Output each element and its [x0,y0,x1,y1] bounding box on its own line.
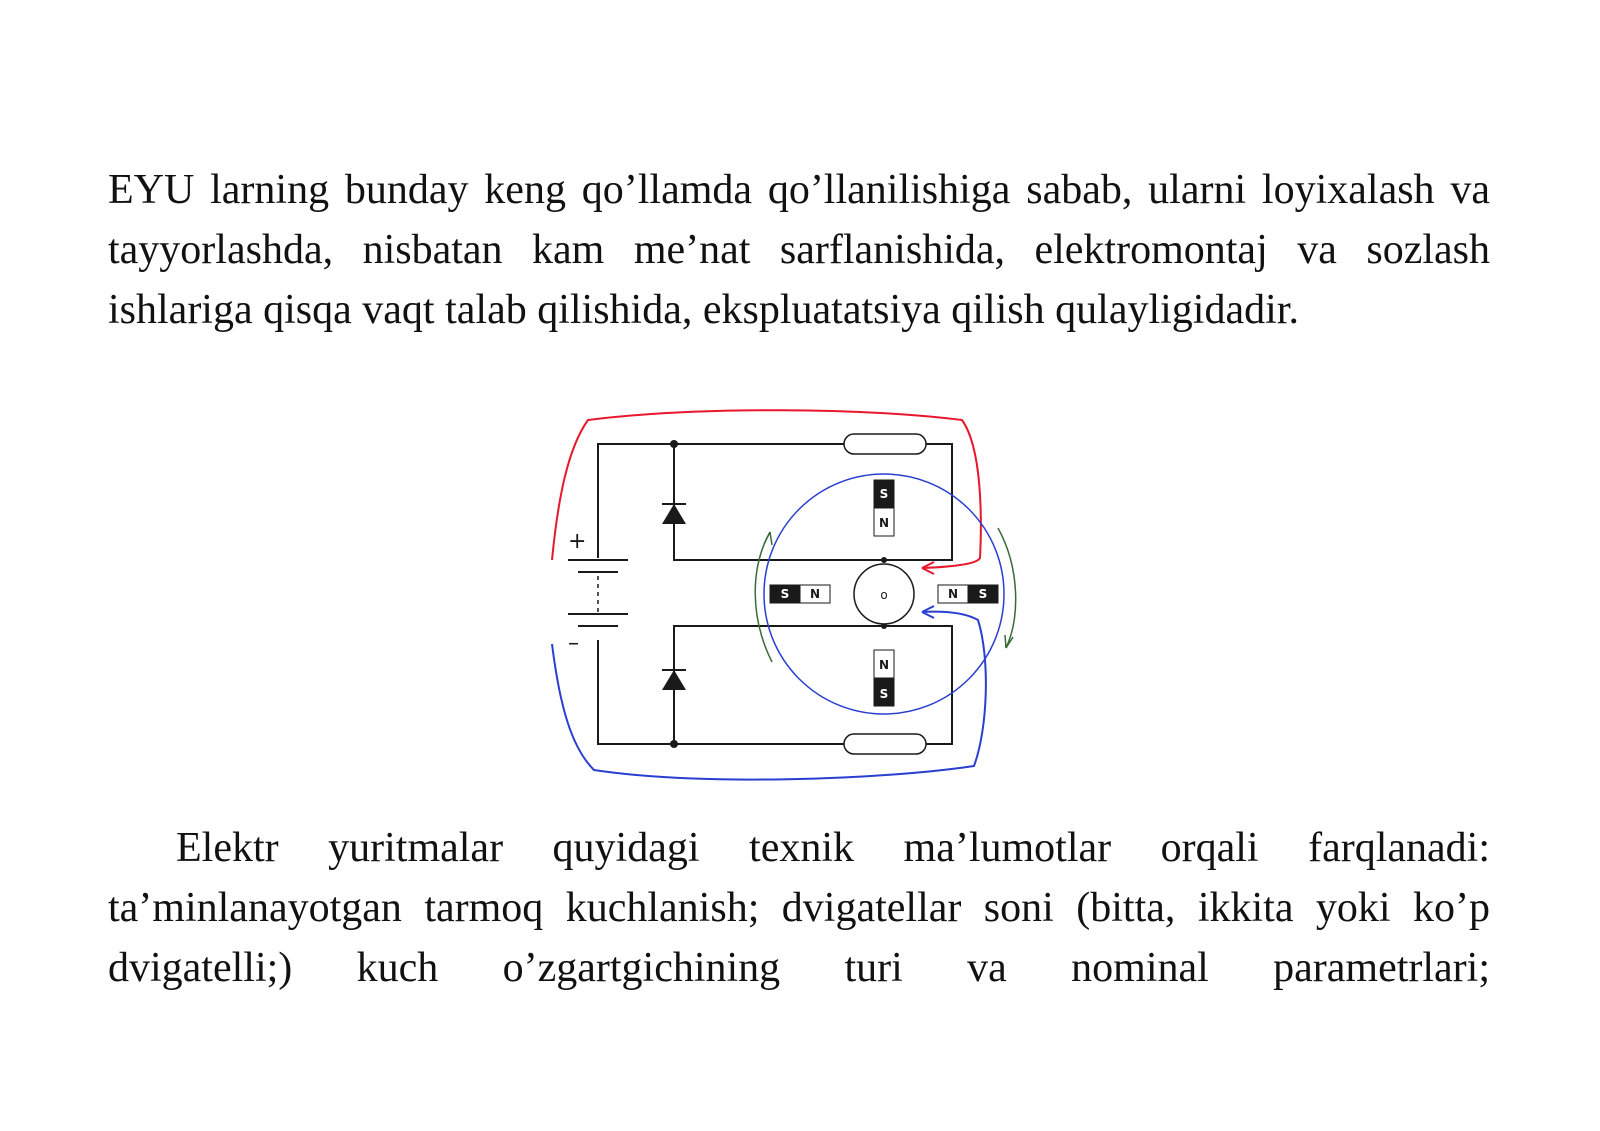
rotation-arrow-left-head [764,532,772,545]
battery-plus-label: + [568,529,587,554]
rotation-arrow-right [998,528,1016,648]
magnet-bottom-inner-label: N [878,658,890,672]
magnet-left-inner-label: N [809,587,821,601]
paragraph-characteristics: Elektr yuritmalar quyidagi texnik ma’lumotlar orqali farqlanadi: ta’minlanayotgan tarmoq kuchlanish; dvigatellar soni (bitta, ikkita yoki ko’p dvigatelli;) kuch o’zgartgichining turi va nominal parametrlari; [108,825,1490,991]
magnet-right [938,585,998,603]
rotor-center-label: o [880,588,888,602]
magnet-left [770,585,830,603]
brush-top [844,434,926,454]
diode-upper [662,504,686,524]
magnet-right-inner-label: N [947,587,959,601]
junction-dot [670,740,678,748]
junction-dot [670,440,678,448]
magnet-top-inner-label: N [878,516,890,530]
magnet-bottom [874,650,894,706]
motor-circuit-diagram [550,408,1030,800]
magnet-top [874,480,894,536]
battery-icon [568,560,628,626]
junction-dot [881,557,887,563]
magnet-left-outer-label: S [780,587,790,601]
paragraph-intro: EYU larning bunday keng qo’llamda qo’llanilishiga sabab, ularni loyixalash va tayyorlashda, nisbatan kam me’nat sarflanishida, elektromontaj va sozlash ishlariga qisqa vaqt talab qilishida, ekspluatatsiya qilish qulayligidadir. [108,167,1490,333]
diode-lower [662,670,686,690]
brush-bottom [844,734,926,754]
battery-minus-label: – [568,631,579,656]
magnet-top-outer-label: S [879,487,889,501]
magnet-bottom-outer-label: S [879,687,889,701]
blue-current-path [552,612,986,780]
magnet-right-outer-label: S [978,587,988,601]
